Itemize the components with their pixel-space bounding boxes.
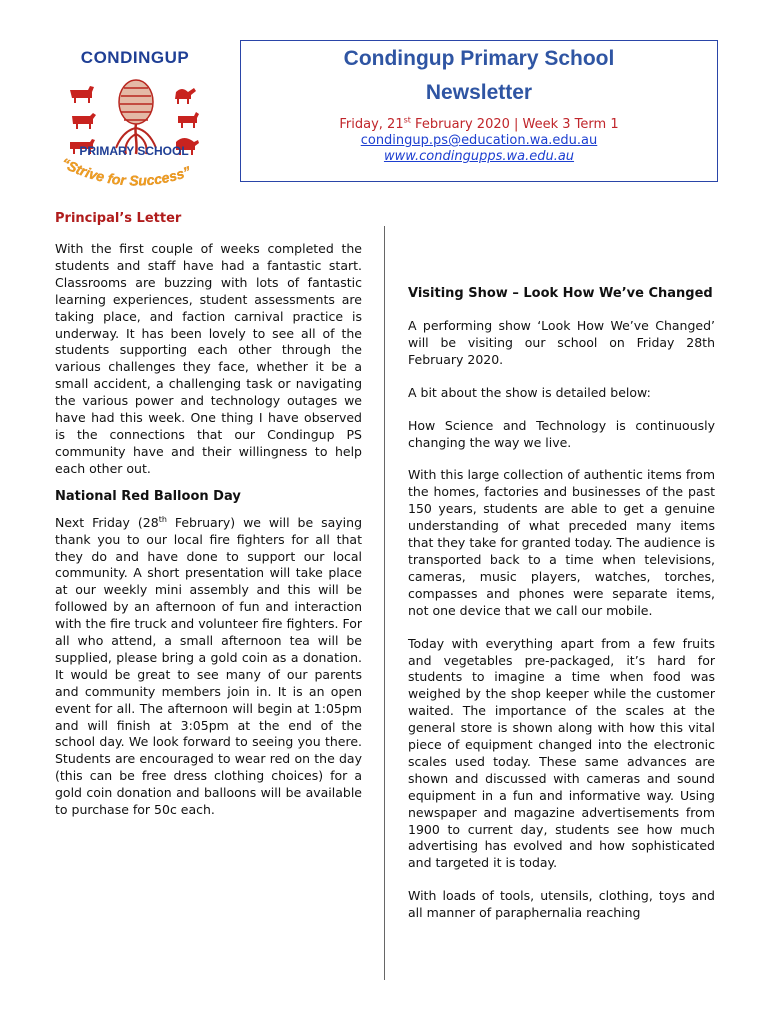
red-balloon-body-rest: February) we will be saying thank you to our local fire fighters for all that they do and have done to support our local community. A short presentation will take place at our weekly mini assembly and this will be followed by an afternoon of fun and interaction with the fire truck and volunteer fire fighters. For all who attend, a small afternoon tea will be supplied, please bring a gold coin as a donation. It would be great to see many of our parents and community members join in. It is an open event for all. The afternoon will begin at 1:05pm and will finish at 3:05pm at the end of the school day. We look forward to seeing you there. Students are encouraged to wear red on the day (this can be free dress clothing choices) for a gold coin donation and balloons will be available to purchase for 50c each. <box>55 514 362 818</box>
red-balloon-body <box>55 515 362 819</box>
red-balloon-body-prefix: Next Friday (28 <box>55 514 159 530</box>
visiting-show-p6: With loads of tools, utensils, clothing, toys and all manner of paraphernalia reaching <box>408 888 715 921</box>
visiting-show-p1: A performing show ‘Look How We’ve Changed’ will be visiting our school on Friday 28th February 2020. <box>408 318 715 367</box>
logo-school-name-bottom: PRIMARY SCHOOL <box>79 144 189 158</box>
issue-date-suffix: February 2020 | Week 3 Term 1 <box>410 117 619 132</box>
visiting-show-heading: Visiting Show – Look How We’ve Changed <box>408 286 713 301</box>
school-logo <box>52 44 222 194</box>
visiting-show-p3: How Science and Technology is continuously changing the way we live. <box>408 417 715 450</box>
red-balloon-body-sup: th <box>158 514 167 524</box>
newsletter-title: Condingup Primary School <box>343 47 615 70</box>
logo-school-name-top: CONDINGUP <box>80 48 190 67</box>
issue-date-sup: st <box>403 115 411 125</box>
visiting-show-p5: Today with everything apart from a few fruits and vegetables pre-packaged, it’s hard for students to imagine a time when food was weighed by the shop keeper while the customer waited. The importance of the scales at the general store is shown along with how this vital piece of equipment changed into the electronic scales used today. These same advances are shown and discussed with cameras and sound equipment in a fun and informative way. Using newspaper and magazine advertisements from 1900 to current day, students see how much advertising has evolved and how sophisticated and targeted it is today. <box>408 635 715 871</box>
website-link[interactable]: www.condingupps.wa.edu.au <box>383 149 575 164</box>
newsletter-subtitle: Newsletter <box>425 81 533 104</box>
principals-letter-heading: Principal’s Letter <box>55 211 182 226</box>
issue-date <box>241 117 717 133</box>
right-column <box>408 285 715 922</box>
red-balloon-heading: National Red Balloon Day <box>55 488 241 504</box>
svg-text:“Strive for Success”: “Strive for Success” <box>58 156 193 189</box>
email-link[interactable]: condingup.ps@education.wa.edu.au <box>360 133 598 148</box>
newsletter-header <box>240 40 718 182</box>
logo-motto <box>52 156 222 196</box>
column-divider <box>384 226 385 980</box>
visiting-show-p2: A bit about the show is detailed below: <box>408 384 651 400</box>
principals-letter-body: With the first couple of weeks completed the students and staff have had a fantastic start. Classrooms are buzzing with lots of fantastic learning experiences, student assessments are taking place, and faction carnival practice is underway. It has been lovely to see all of the students supporting each other through the various challenges they face, whether it be a small accident, a challenging task or navigating the various power and technology outages we have had this week. One thing I have observed is the connections that our Condingup PS community have and their willingness to help each other out. <box>55 241 362 476</box>
issue-date-prefix: Friday, 21 <box>339 117 404 132</box>
left-column <box>55 210 362 819</box>
visiting-show-p4: With this large collection of authentic items from the homes, factories and businesses of the past 150 years, students are able to get a genuine understanding of what preceded many items that they take for granted today. The audience is transported back to a time when televisions, cameras, music players, watches, torches, compasses and phones were separate items, not one device that we call our mobile. <box>408 467 715 618</box>
